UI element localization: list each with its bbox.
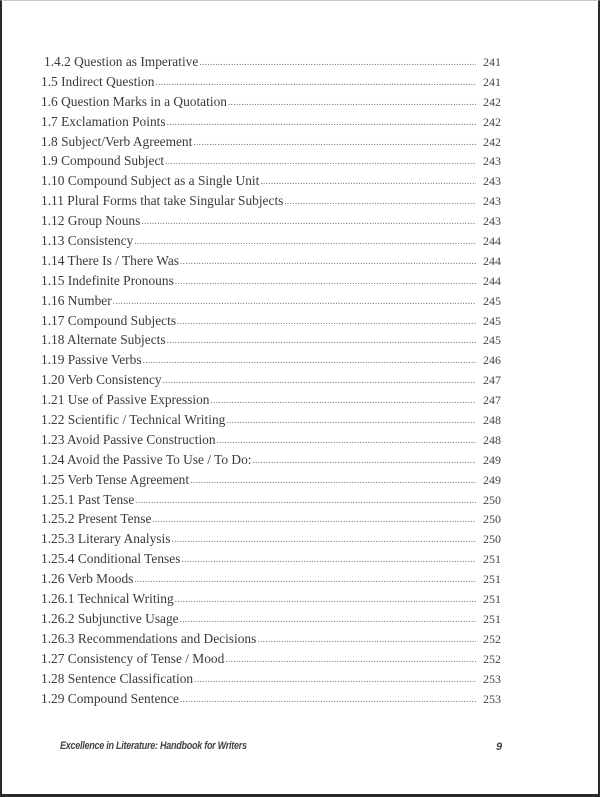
toc-entry-title: 1.13 Consistency (41, 233, 134, 249)
toc-entry[interactable] (41, 92, 501, 112)
dot-leader (253, 451, 476, 471)
toc-entry[interactable] (41, 430, 501, 450)
toc-entry-title: 1.7 Exclamation Points (41, 113, 166, 129)
dot-leader (143, 351, 476, 371)
dot-leader (135, 491, 476, 511)
toc-entry-title: 1.18 Alternate Subjects (41, 332, 166, 348)
table-of-contents (41, 52, 501, 708)
toc-entry[interactable] (41, 72, 501, 92)
toc-entry[interactable] (41, 132, 501, 152)
dot-leader (180, 690, 476, 710)
toc-entry-title: 1.29 Compound Sentence (41, 690, 179, 706)
toc-entry-page: 243 (483, 194, 501, 209)
toc-entry[interactable] (41, 330, 501, 350)
toc-entry-page: 241 (483, 55, 501, 69)
toc-entry-page: 252 (483, 631, 501, 646)
toc-entry[interactable] (41, 291, 501, 311)
dot-leader (284, 192, 476, 212)
dot-leader (165, 152, 476, 172)
toc-entry-page: 245 (483, 313, 501, 328)
toc-entry[interactable] (41, 689, 501, 709)
toc-entry-page: 241 (483, 74, 501, 89)
toc-entry[interactable] (41, 251, 501, 271)
toc-entry[interactable] (41, 171, 501, 191)
dot-leader (163, 371, 476, 391)
dot-leader (175, 272, 476, 292)
toc-entry-page: 252 (483, 651, 501, 666)
dot-leader (167, 331, 476, 351)
dot-leader (171, 530, 476, 550)
toc-entry-page: 244 (483, 273, 501, 288)
toc-entry[interactable] (41, 112, 501, 132)
toc-entry-title: 1.28 Sentence Classification (41, 670, 194, 686)
dot-leader (181, 550, 476, 570)
dot-leader (257, 630, 476, 650)
dot-leader (210, 391, 476, 411)
dot-leader (193, 133, 476, 153)
toc-entry[interactable] (41, 629, 501, 649)
toc-entry-page: 247 (483, 373, 501, 388)
toc-entry-page: 244 (483, 234, 501, 249)
toc-entry[interactable] (41, 569, 501, 589)
toc-entry-title: 1.23 Avoid Passive Construction (41, 431, 216, 447)
toc-entry[interactable] (41, 450, 501, 470)
toc-entry[interactable] (41, 350, 501, 370)
toc-entry-title: 1.14 There Is / There Was (41, 252, 179, 268)
toc-entry-title: 1.21 Use of Passive Expression (41, 392, 210, 408)
toc-entry-page: 253 (483, 671, 501, 686)
toc-entry-page: 243 (483, 174, 501, 189)
toc-entry-title: 1.10 Compound Subject as a Single Unit (41, 173, 260, 189)
toc-entry-title: 1.6 Question Marks in a Quotation (41, 93, 227, 109)
toc-entry[interactable] (41, 211, 501, 231)
dot-leader (190, 471, 476, 491)
toc-entry-title: 1.9 Compound Subject (41, 153, 165, 169)
toc-entry-title: 1.16 Number (41, 292, 112, 308)
toc-entry-page: 251 (483, 552, 501, 567)
toc-entry-page: 250 (483, 492, 501, 507)
toc-entry-page: 251 (483, 611, 501, 626)
toc-entry-title: 1.25 Verb Tense Agreement (41, 471, 190, 487)
toc-entry-title: 1.11 Plural Forms that take Singular Subjects (41, 193, 284, 209)
toc-entry-page: 253 (483, 691, 501, 706)
toc-entry-page: 250 (483, 512, 501, 527)
dot-leader (113, 292, 476, 312)
toc-entry-page: 248 (483, 413, 501, 428)
toc-entry[interactable] (41, 311, 501, 331)
toc-entry-title: 1.25.2 Present Tense (41, 511, 152, 527)
dot-leader (225, 650, 476, 670)
toc-entry-page: 247 (483, 393, 501, 408)
toc-entry-title: 1.25.4 Conditional Tenses (41, 551, 181, 567)
toc-entry-title: 1.20 Verb Consistency (41, 372, 162, 388)
dot-leader (180, 252, 476, 272)
dot-leader (177, 312, 476, 332)
dot-leader (226, 411, 476, 431)
dot-leader (141, 212, 476, 232)
toc-entry-title: 1.15 Indefinite Pronouns (41, 272, 174, 288)
toc-entry-title: 1.25.1 Past Tense (41, 491, 135, 507)
footer-book-title: Excellence in Literature: Handbook for Writers (60, 740, 247, 752)
toc-entry[interactable] (41, 191, 501, 211)
dot-leader (194, 670, 476, 690)
toc-entry-page: 245 (483, 293, 501, 308)
toc-entry-title: 1.24 Avoid the Passive To Use / To Do: (41, 451, 252, 467)
toc-entry[interactable] (41, 151, 501, 171)
toc-entry-title: 1.19 Passive Verbs (41, 352, 142, 368)
toc-entry-page: 242 (483, 114, 501, 129)
dot-leader (152, 510, 476, 530)
dot-leader (217, 431, 476, 451)
toc-entry-title: 1.25.3 Literary Analysis (41, 531, 171, 547)
toc-entry[interactable] (41, 271, 501, 291)
toc-entry-page: 245 (483, 333, 501, 348)
toc-entry-page: 246 (483, 353, 501, 368)
toc-entry[interactable] (41, 529, 501, 549)
toc-entry-title: 1.22 Scientific / Technical Writing (41, 412, 226, 428)
toc-entry-title: 1.12 Group Nouns (41, 213, 141, 229)
toc-entry[interactable] (41, 470, 501, 490)
toc-entry-page: 251 (483, 592, 501, 607)
toc-entry-page: 249 (483, 472, 501, 487)
toc-entry[interactable] (41, 549, 501, 569)
toc-entry-title: 1.26.2 Subjunctive Usage (41, 610, 179, 626)
toc-entry-page: 250 (483, 532, 501, 547)
toc-entry-title: 1.26 Verb Moods (41, 571, 134, 587)
toc-entry-page: 242 (483, 94, 501, 109)
toc-entry[interactable] (41, 52, 501, 72)
toc-entry[interactable] (41, 490, 501, 510)
toc-entry-title: 1.4.2 Question as Imperative (44, 54, 199, 69)
toc-entry-title: 1.8 Subject/Verb Agreement (41, 133, 193, 149)
dot-leader (134, 570, 476, 590)
toc-entry-title: 1.5 Indirect Question (41, 73, 155, 89)
toc-entry-page: 243 (483, 154, 501, 169)
toc-entry[interactable] (41, 589, 501, 609)
dot-leader (155, 73, 476, 93)
toc-entry-page: 251 (483, 572, 501, 587)
toc-entry-title: 1.17 Compound Subjects (41, 312, 177, 328)
toc-entry[interactable] (41, 390, 501, 410)
toc-entry[interactable] (41, 669, 501, 689)
toc-entry-page: 248 (483, 432, 501, 447)
toc-entry[interactable] (41, 370, 501, 390)
dot-leader (167, 113, 476, 133)
toc-entry[interactable] (41, 231, 501, 251)
toc-entry[interactable] (41, 609, 501, 629)
toc-entry-title: 1.27 Consistency of Tense / Mood (41, 650, 225, 666)
dot-leader (199, 53, 476, 73)
toc-entry[interactable] (41, 649, 501, 669)
dot-leader (134, 232, 476, 252)
dot-leader (180, 610, 476, 630)
toc-entry-title: 1.26.1 Technical Writing (41, 591, 174, 607)
dot-leader (228, 93, 476, 113)
toc-entry-page: 242 (483, 134, 501, 149)
toc-entry[interactable] (41, 410, 501, 430)
toc-entry-page: 243 (483, 214, 501, 229)
dot-leader (260, 172, 476, 192)
toc-entry[interactable] (41, 509, 501, 529)
toc-entry-page: 244 (483, 253, 501, 268)
toc-entry-title: 1.26.3 Recommendations and Decisions (41, 630, 257, 646)
toc-entry-page: 249 (483, 452, 501, 467)
footer-page-number: 9 (496, 741, 503, 753)
dot-leader (175, 590, 476, 610)
